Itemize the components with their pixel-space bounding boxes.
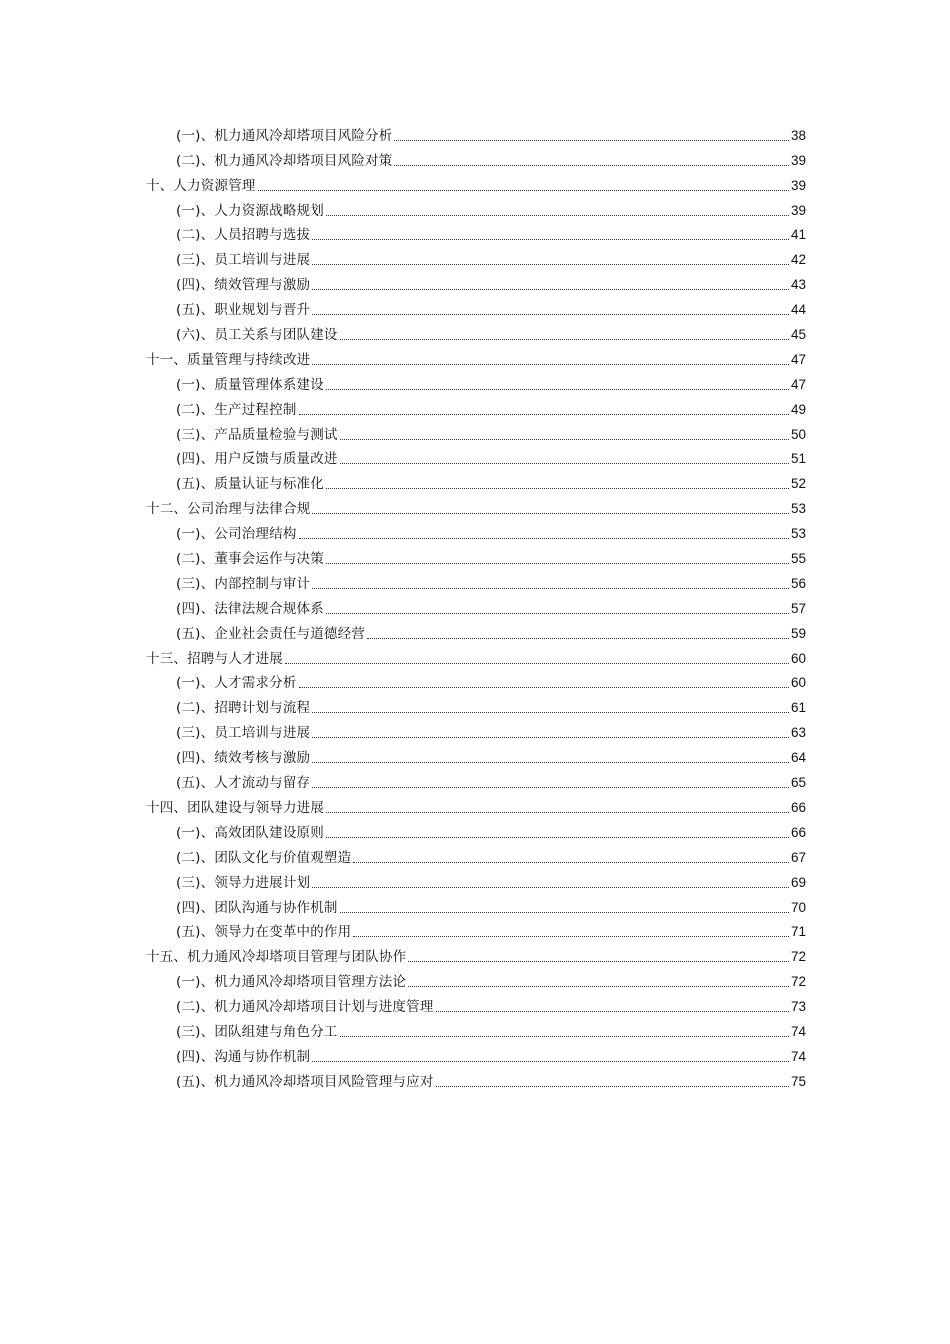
toc-page-number: 72 xyxy=(790,949,806,965)
toc-entry-title: (三)、团队组建与角色分工 xyxy=(176,1023,338,1040)
toc-section-entry[interactable] xyxy=(0,522,806,547)
toc-chapter-entry[interactable] xyxy=(0,497,806,522)
toc-entry-title: (三)、员工培训与进展 xyxy=(176,252,311,269)
toc-entry-title: (二)、机力通风冷却塔项目计划与进度管理 xyxy=(176,999,434,1016)
toc-entry-title: (五)、质量认证与标准化 xyxy=(176,476,324,493)
toc-dot-leader xyxy=(326,488,789,489)
toc-entry-title: (一)、人才需求分析 xyxy=(176,675,297,692)
toc-section-entry[interactable] xyxy=(0,696,806,721)
toc-page-number: 42 xyxy=(790,252,806,268)
toc-entry-title: (一)、质量管理体系建设 xyxy=(176,376,324,393)
toc-entry-title: (四)、沟通与协作机制 xyxy=(176,1048,311,1065)
toc-dot-leader xyxy=(312,1061,789,1062)
toc-section-entry[interactable] xyxy=(0,199,806,224)
toc-page-number: 59 xyxy=(790,625,806,641)
toc-dot-leader xyxy=(340,339,789,340)
toc-dot-leader xyxy=(312,513,789,514)
toc-chapter-entry[interactable] xyxy=(0,945,806,970)
toc-entry-title: (六)、员工关系与团队建设 xyxy=(176,327,338,344)
toc-page-number: 63 xyxy=(790,725,806,741)
toc-page-number: 61 xyxy=(790,700,806,716)
toc-section-entry[interactable] xyxy=(0,298,806,323)
toc-section-entry[interactable] xyxy=(0,846,806,871)
toc-entry-title: 十四、团队建设与领导力进展 xyxy=(146,799,325,816)
toc-page-number: 74 xyxy=(790,1023,806,1039)
toc-section-entry[interactable] xyxy=(0,771,806,796)
toc-dot-leader xyxy=(299,414,789,415)
toc-page-number: 64 xyxy=(790,750,806,766)
toc-section-entry[interactable] xyxy=(0,273,806,298)
toc-dot-leader xyxy=(312,737,789,738)
toc-section-entry[interactable] xyxy=(0,921,806,946)
toc-chapter-entry[interactable] xyxy=(0,647,806,672)
toc-dot-leader xyxy=(299,687,789,688)
toc-dot-leader xyxy=(394,140,789,141)
toc-section-entry[interactable] xyxy=(0,373,806,398)
toc-section-entry[interactable] xyxy=(0,1070,806,1095)
table-of-contents xyxy=(0,124,950,1095)
toc-section-entry[interactable] xyxy=(0,248,806,273)
toc-entry-title: (三)、产品质量检验与测试 xyxy=(176,426,338,443)
toc-page-number: 45 xyxy=(790,327,806,343)
toc-page-number: 67 xyxy=(790,849,806,865)
toc-dot-leader xyxy=(312,887,789,888)
toc-entry-title: (四)、法律法规合规体系 xyxy=(176,600,324,617)
toc-page-number: 55 xyxy=(790,551,806,567)
toc-entry-title: 十一、质量管理与持续改进 xyxy=(146,351,311,368)
toc-page-number: 52 xyxy=(790,476,806,492)
toc-entry-title: (二)、生产过程控制 xyxy=(176,401,297,418)
toc-entry-title: 十五、机力通风冷却塔项目管理与团队协作 xyxy=(146,949,407,966)
toc-page-number: 39 xyxy=(790,202,806,218)
toc-section-entry[interactable] xyxy=(0,572,806,597)
toc-entry-title: (二)、招聘计划与流程 xyxy=(176,700,311,717)
toc-entry-title: (三)、领导力进展计划 xyxy=(176,874,311,891)
toc-dot-leader xyxy=(326,613,789,614)
toc-page-number: 39 xyxy=(790,177,806,193)
toc-entry-title: (二)、人员招聘与选拔 xyxy=(176,227,311,244)
toc-dot-leader xyxy=(312,787,789,788)
toc-page-number: 71 xyxy=(790,924,806,940)
toc-dot-leader xyxy=(436,1011,789,1012)
toc-page-number: 47 xyxy=(790,351,806,367)
toc-section-entry[interactable] xyxy=(0,323,806,348)
toc-section-entry[interactable] xyxy=(0,149,806,174)
toc-entry-title: (一)、机力通风冷却塔项目风险分析 xyxy=(176,127,393,144)
toc-page-number: 53 xyxy=(790,501,806,517)
toc-page-number: 47 xyxy=(790,376,806,392)
toc-dot-leader xyxy=(326,563,789,564)
toc-entry-title: (四)、用户反馈与质量改进 xyxy=(176,451,338,468)
toc-section-entry[interactable] xyxy=(0,970,806,995)
toc-page-number: 69 xyxy=(790,874,806,890)
toc-section-entry[interactable] xyxy=(0,597,806,622)
toc-page-number: 70 xyxy=(790,899,806,915)
toc-section-entry[interactable] xyxy=(0,472,806,497)
toc-dot-leader xyxy=(326,389,789,390)
toc-page-number: 75 xyxy=(790,1073,806,1089)
toc-entry-title: (三)、员工培训与进展 xyxy=(176,725,311,742)
toc-dot-leader xyxy=(312,762,789,763)
toc-page-number: 66 xyxy=(790,799,806,815)
toc-entry-title: (五)、职业规划与晋升 xyxy=(176,302,311,319)
toc-section-entry[interactable] xyxy=(0,622,806,647)
toc-entry-title: (四)、绩效管理与激励 xyxy=(176,277,311,294)
toc-dot-leader xyxy=(312,239,789,240)
toc-entry-title: 十三、招聘与人才进展 xyxy=(146,650,283,667)
toc-entry-title: (四)、绩效考核与激励 xyxy=(176,750,311,767)
toc-dot-leader xyxy=(326,837,789,838)
toc-page-number: 51 xyxy=(790,451,806,467)
toc-page-number: 44 xyxy=(790,302,806,318)
toc-page-number: 56 xyxy=(790,575,806,591)
toc-entry-title: (四)、团队沟通与协作机制 xyxy=(176,899,338,916)
toc-section-entry[interactable] xyxy=(0,995,806,1020)
toc-section-entry[interactable] xyxy=(0,547,806,572)
toc-page-number: 50 xyxy=(790,426,806,442)
toc-entry-title: (一)、公司治理结构 xyxy=(176,526,297,543)
toc-page-number: 74 xyxy=(790,1048,806,1064)
toc-page-number: 53 xyxy=(790,526,806,542)
toc-entry-title: (二)、机力通风冷却塔项目风险对策 xyxy=(176,152,393,169)
toc-section-entry[interactable] xyxy=(0,721,806,746)
toc-section-entry[interactable] xyxy=(0,423,806,448)
toc-page-number: 73 xyxy=(790,999,806,1015)
toc-dot-leader xyxy=(312,289,789,290)
toc-dot-leader xyxy=(312,712,789,713)
toc-page-number: 39 xyxy=(790,152,806,168)
toc-section-entry[interactable] xyxy=(0,1020,806,1045)
toc-section-entry[interactable] xyxy=(0,124,806,149)
toc-section-entry[interactable] xyxy=(0,448,806,473)
toc-page-number: 72 xyxy=(790,974,806,990)
toc-chapter-entry[interactable] xyxy=(0,348,806,373)
toc-dot-leader xyxy=(353,936,789,937)
toc-dot-leader xyxy=(408,961,789,962)
toc-entry-title: (一)、人力资源战略规划 xyxy=(176,202,324,219)
toc-dot-leader xyxy=(258,190,789,191)
toc-page-number: 41 xyxy=(790,227,806,243)
toc-dot-leader xyxy=(312,314,789,315)
toc-section-entry[interactable] xyxy=(0,896,806,921)
toc-entry-title: (二)、团队文化与价值观塑造 xyxy=(176,849,352,866)
toc-dot-leader xyxy=(394,165,789,166)
toc-entry-title: (一)、高效团队建设原则 xyxy=(176,824,324,841)
toc-dot-leader xyxy=(326,215,789,216)
toc-page-number: 66 xyxy=(790,824,806,840)
toc-dot-leader xyxy=(299,538,789,539)
toc-entry-title: (三)、内部控制与审计 xyxy=(176,575,311,592)
toc-entry-title: 十二、公司治理与法律合规 xyxy=(146,501,311,518)
toc-section-entry[interactable] xyxy=(0,746,806,771)
toc-page-number: 60 xyxy=(790,650,806,666)
toc-section-entry[interactable] xyxy=(0,1045,806,1070)
toc-page-number: 65 xyxy=(790,775,806,791)
toc-section-entry[interactable] xyxy=(0,398,806,423)
toc-section-entry[interactable] xyxy=(0,672,806,697)
toc-entry-title: 十、人力资源管理 xyxy=(146,177,256,194)
toc-dot-leader xyxy=(340,439,789,440)
toc-dot-leader xyxy=(367,638,789,639)
toc-section-entry[interactable] xyxy=(0,224,806,249)
toc-page-number: 49 xyxy=(790,401,806,417)
toc-entry-title: (五)、领导力在变革中的作用 xyxy=(176,924,352,941)
toc-dot-leader xyxy=(312,264,789,265)
toc-page-number: 60 xyxy=(790,675,806,691)
toc-page-number: 38 xyxy=(790,127,806,143)
toc-page-number: 43 xyxy=(790,277,806,293)
toc-entry-title: (五)、企业社会责任与道德经营 xyxy=(176,625,366,642)
toc-page-number: 57 xyxy=(790,600,806,616)
toc-section-entry[interactable] xyxy=(0,821,806,846)
toc-chapter-entry[interactable] xyxy=(0,796,806,821)
toc-dot-leader xyxy=(408,986,789,987)
toc-section-entry[interactable] xyxy=(0,871,806,896)
toc-chapter-entry[interactable] xyxy=(0,174,806,199)
toc-dot-leader xyxy=(340,912,789,913)
toc-dot-leader xyxy=(326,812,789,813)
toc-dot-leader xyxy=(353,862,789,863)
toc-entry-title: (五)、机力通风冷却塔项目风险管理与应对 xyxy=(176,1073,434,1090)
toc-dot-leader xyxy=(340,463,789,464)
toc-dot-leader xyxy=(285,663,789,664)
toc-dot-leader xyxy=(340,1036,789,1037)
toc-entry-title: (一)、机力通风冷却塔项目管理方法论 xyxy=(176,974,407,991)
toc-entry-title: (五)、人才流动与留存 xyxy=(176,775,311,792)
toc-dot-leader xyxy=(312,588,789,589)
toc-entry-title: (二)、董事会运作与决策 xyxy=(176,551,324,568)
toc-dot-leader xyxy=(312,364,789,365)
toc-dot-leader xyxy=(436,1086,789,1087)
